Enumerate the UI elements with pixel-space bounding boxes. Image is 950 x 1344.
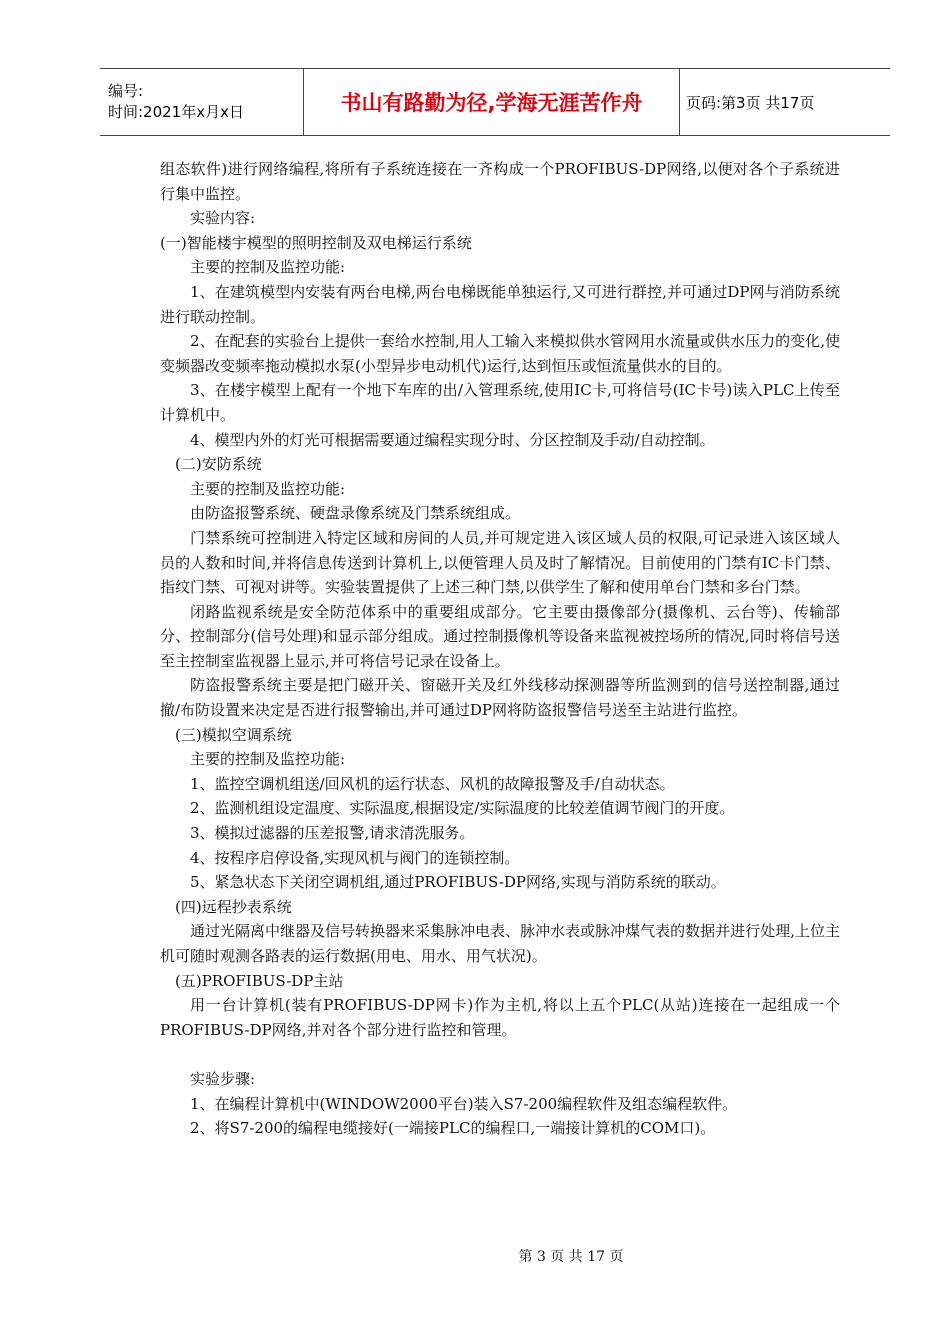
paragraph: 5、紧急状态下关闭空调机组,通过PROFIBUS-DP网络,实现与消防系统的联动。 bbox=[190, 873, 726, 892]
paragraph: 主要的控制及监控功能: bbox=[190, 258, 346, 277]
paragraph: 1、在建筑模型内安装有两台电梯,两台电梯既能单独运行,又可进行群控,并可通过DP网与消防系统进行联动控制。 bbox=[160, 282, 840, 326]
paragraph: 组态软件)进行网络编程,将所有子系统连接在一齐构成一个PROFIBUS-DP网络,以便对各个子系统进行集中监控。 bbox=[160, 160, 840, 203]
document-body bbox=[160, 157, 840, 1141]
paragraph: (四)远程抄表系统 bbox=[175, 897, 292, 916]
paragraph: 实验内容: bbox=[190, 209, 256, 228]
paragraph: 3、模拟过滤器的压差报警,请求清洗服务。 bbox=[190, 824, 475, 843]
motto-text: 书山有路勤为径,学海无涯苦作舟 bbox=[340, 91, 643, 115]
page-header bbox=[100, 68, 890, 136]
paragraph: 3、在楼宇模型上配有一个地下车库的出/入管理系统,使用IC卡,可将信号(IC卡号)读入PLC上传至计算机中。 bbox=[160, 381, 840, 424]
paragraph: (一)智能楼宇模型的照明控制及双电梯运行系统 bbox=[160, 233, 472, 252]
paragraph: 闭路监视系统是安全防范体系中的重要组成部分。它主要由摄像部分(摄像机、云台等)、传输部分、控制部分(信号处理)和显示部分组成。通过控制摄像机等设备来监视被控场所的情况,同时将信号送至主控制室监视器上显示,并可将信号记录在设备上。 bbox=[160, 602, 840, 670]
paragraph: 主要的控制及监控功能: bbox=[190, 750, 346, 769]
paragraph-spacer bbox=[160, 1042, 840, 1067]
paragraph: 4、按程序启停设备,实现风机与阀门的连锁控制。 bbox=[190, 848, 520, 867]
paragraph: 2、将S7-200的编程电缆接好(一端接PLC的编程口,一端接计算机的COM口)。 bbox=[190, 1119, 716, 1138]
paragraph: 实验步骤: bbox=[190, 1069, 256, 1088]
paragraph: 1、监控空调机组送/回风机的运行状态、风机的故障报警及手/自动状态。 bbox=[190, 774, 675, 793]
document-number-label: 编号: bbox=[108, 82, 144, 100]
paragraph: (二)安防系统 bbox=[175, 455, 262, 474]
page-footer bbox=[0, 1246, 950, 1266]
document-date-label: 时间:2021年x月x日 bbox=[108, 103, 244, 121]
footer-page-number: 第 3 页 共 17 页 bbox=[518, 1249, 624, 1265]
paragraph: 防盗报警系统主要是把门磁开关、窗磁开关及红外线移动探测器等所监测到的信号送控制器,通过撤/布防设置来决定是否进行报警输出,并可通过DP网将防盗报警信号送至主站进行监控。 bbox=[160, 676, 840, 720]
paragraph: 2、监测机组设定温度、实际温度,根据设定/实际温度的比较差值调节阀门的开度。 bbox=[190, 799, 735, 818]
header-page-info bbox=[680, 69, 890, 135]
header-motto bbox=[304, 69, 680, 135]
paragraph: 用一台计算机(装有PROFIBUS-DP网卡)作为主机,将以上五个PLC(从站)连接在一起组成一个PROFIBUS-DP网络,并对各个部分进行监控和管理。 bbox=[160, 996, 840, 1039]
paragraph: 1、在编程计算机中(WINDOW2000平台)装入S7-200编程软件及组态编程软件。 bbox=[190, 1094, 738, 1113]
paragraph: 主要的控制及监控功能: bbox=[190, 479, 346, 498]
paragraph: 由防盗报警系统、硬盘录像系统及门禁系统组成。 bbox=[190, 504, 521, 523]
header-meta bbox=[100, 69, 304, 135]
paragraph: (五)PROFIBUS-DP主站 bbox=[175, 971, 344, 990]
paragraph: 2、在配套的实验台上提供一套给水控制,用人工输入来模拟供水管网用水流量或供水压力的变化,使变频器改变频率拖动模拟水泵(小型异步电动机代)运行,达到恒压或恒流量供水的目的。 bbox=[160, 332, 840, 375]
header-page-number: 页码:第3页 共17页 bbox=[686, 93, 815, 112]
paragraph: 4、模型内外的灯光可根据需要通过编程实现分时、分区控制及手动/自动控制。 bbox=[190, 430, 715, 449]
paragraph: 门禁系统可控制进入特定区域和房间的人员,并可规定进入该区域人员的权限,可记录进入该区域人员的人数和时间,并将信息传送到计算机上,以便管理人员及时了解情况。目前使用的门禁有IC卡门禁、指纹门禁、可视对讲等。实验装置提供了上述三种门禁,以供学生了解和使用单台门禁和多台门禁。 bbox=[160, 528, 840, 597]
paragraph: (三)模拟空调系统 bbox=[175, 725, 292, 744]
paragraph: 通过光隔离中继器及信号转换器来采集脉冲电表、脉冲水表或脉冲煤气表的数据并进行处理,上位主机可随时观测各路表的运行数据(用电、用水、用气状况)。 bbox=[160, 922, 840, 965]
